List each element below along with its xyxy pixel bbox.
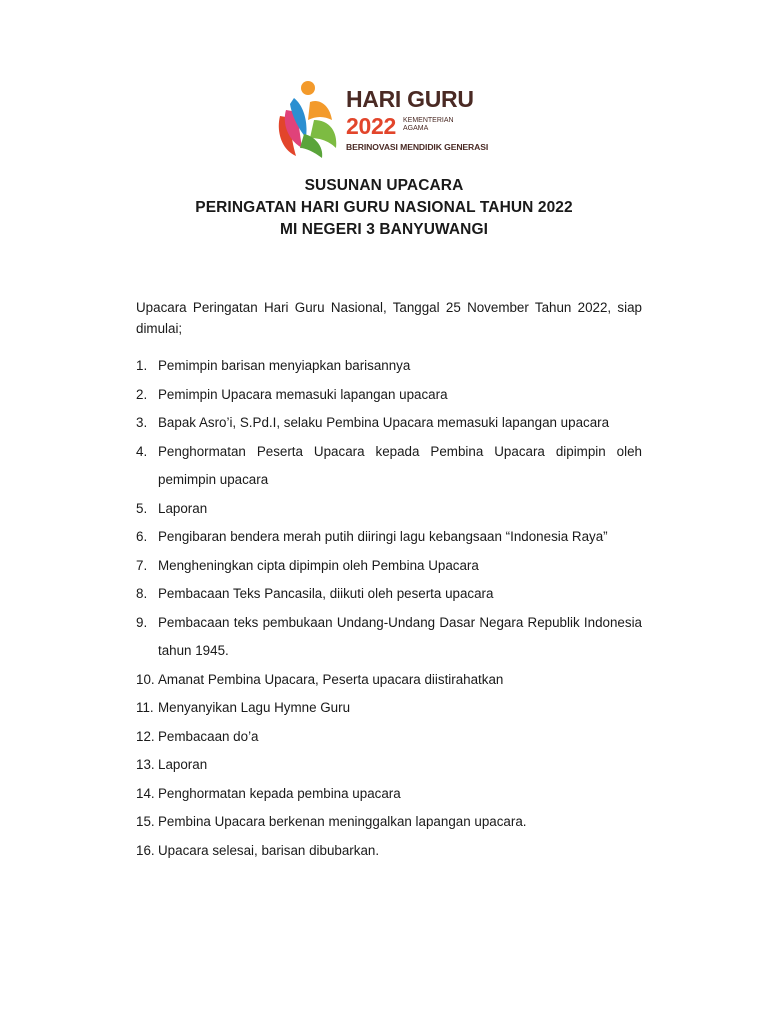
list-item [136, 609, 642, 666]
step-number: 12. [136, 728, 155, 744]
step-text: Upacara selesai, barisan dibubarkan. [158, 842, 380, 858]
step-text: Amanat Pembina Upacara, Peserta upacara diistirahatkan [158, 671, 504, 687]
step-number: 14. [136, 785, 155, 801]
list-item [136, 580, 642, 609]
logo-organization [403, 117, 454, 133]
list-item [136, 837, 642, 866]
step-text: Pembina Upacara berkenan meninggalkan lapangan upacara. [158, 814, 527, 829]
list-item [136, 352, 642, 381]
step-text: Laporan [158, 500, 208, 516]
step-text: Pembacaan do’a [158, 728, 259, 744]
step-number: 3. [136, 415, 148, 430]
list-item [136, 523, 642, 552]
step-text: Bapak Asro’i, S.Pd.I, selaku Pembina Upacara memasuki lapangan upacara [158, 415, 610, 430]
logo-org-line1: KEMENTERIAN [403, 117, 454, 124]
step-number: 11. [136, 700, 154, 715]
step-number: 5. [136, 500, 148, 516]
list-item [136, 751, 642, 780]
step-number: 6. [136, 529, 148, 544]
list-item [136, 552, 642, 581]
title-line-2: PERINGATAN HARI GURU NASIONAL TAHUN 2022 [195, 199, 573, 216]
step-text: Penghormatan kepada pembina upacara [158, 785, 401, 801]
step-text: Pembacaan Teks Pancasila, diikuti oleh peserta upacara [158, 586, 494, 601]
step-number: 15. [136, 814, 155, 829]
list-item [136, 723, 642, 752]
step-text: Pengibaran bendera merah putih diiringi lagu kebangsaan “Indonesia Raya” [158, 529, 608, 544]
document-title [0, 175, 768, 241]
step-number: 8. [136, 586, 148, 601]
logo-year: 2022 [346, 113, 396, 139]
list-item [136, 381, 642, 410]
logo-org-line2: AGAMA [403, 125, 429, 132]
list-item [136, 438, 642, 495]
ceremony-steps-list [136, 352, 642, 865]
list-item [136, 780, 642, 809]
list-item [136, 808, 642, 837]
title-line-1: SUSUNAN UPACARA [304, 177, 464, 194]
list-item [136, 666, 642, 695]
title-line-3: MI NEGERI 3 BANYUWANGI [279, 221, 489, 238]
step-text: Menyanyikan Lagu Hymne Guru [158, 700, 351, 715]
step-number: 7. [136, 557, 148, 573]
step-text: Laporan [158, 757, 208, 772]
step-text: Mengheningkan cipta dipimpin oleh Pembina Upacara [158, 557, 479, 573]
step-number: 9. [136, 614, 148, 630]
hari-guru-logo [274, 76, 496, 160]
hari-guru-emblem-icon [274, 76, 344, 160]
list-item [136, 409, 642, 438]
step-number: 10. [136, 671, 155, 687]
step-text: Pemimpin barisan menyiapkan barisannya [158, 358, 411, 373]
step-number: 2. [136, 386, 148, 402]
step-text: Pemimpin Upacara memasuki lapangan upacara [158, 386, 448, 402]
step-number: 13. [136, 757, 155, 772]
step-number: 1. [136, 358, 148, 373]
intro-paragraph: Upacara Peringatan Hari Guru Nasional, Tanggal 25 November Tahun 2022, siap dimulai; [136, 300, 642, 336]
step-text: Penghormatan Peserta Upacara kepada Pembina Upacara dipimpin oleh pemimpin upacara [158, 443, 642, 487]
logo-tagline: BERINOVASI MENDIDIK GENERASI [346, 142, 489, 152]
list-item [136, 694, 642, 723]
step-text: Pembacaan teks pembukaan Undang-Undang Dasar Negara Republik Indonesia tahun 1945. [158, 614, 642, 658]
logo-title: HARI GURU [346, 86, 474, 112]
step-number: 16. [136, 842, 155, 858]
step-number: 4. [136, 443, 148, 459]
list-item [136, 495, 642, 524]
